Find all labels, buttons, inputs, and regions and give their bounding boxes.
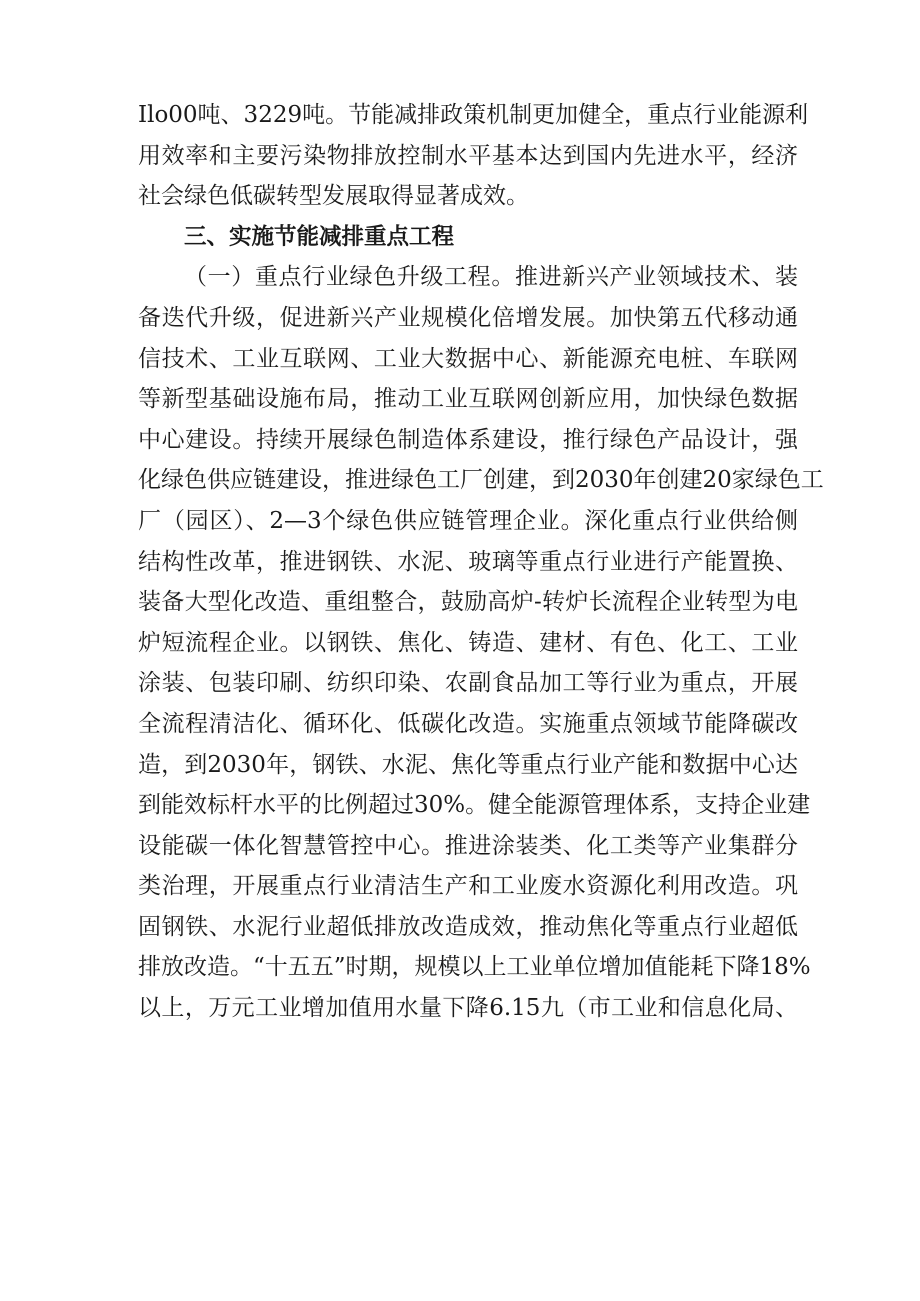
text-line: 到能效标杆水平的比例超过30%。健全能源管理体系，支持企业建	[138, 792, 811, 819]
text-line: 固钢铁、水泥行业超低排放改造成效，推动焦化等重点行业超低	[138, 913, 798, 940]
text-line: 装备大型化改造、重组整合，鼓励高炉-转炉长流程企业转型为电	[138, 589, 798, 616]
text-line: 结构性改革，推进钢铁、水泥、玻璃等重点行业进行产能置换、	[138, 548, 798, 575]
text-line: 化绿色供应链建设，推进绿色工厂创建，到2030年创建20家绿色工	[138, 467, 824, 494]
text-line: 涂装、包装印刷、纺织印染、农副食品加工等行业为重点，开展	[138, 670, 798, 697]
text-line: 用效率和主要污染物排放控制水平基本达到国内先进水平，经济	[138, 142, 798, 169]
text-line: 排放改造。“十五五”时期，规模以上工业单位增加值能耗下降18%	[138, 954, 811, 981]
text-line: （一）重点行业绿色升级工程。推进新兴产业领域技术、装	[184, 264, 798, 291]
paragraph-continuation	[138, 95, 809, 217]
text-line: 以上，万元工业增加值用水量下降6.15九（市工业和信息化局、	[138, 995, 798, 1022]
text-line: 设能碳一体化智慧管控中心。推进涂装类、化工类等产业集群分	[138, 832, 798, 859]
text-line: 中心建设。持续开展绿色制造体系建设，推行绿色产品设计，强	[138, 426, 798, 453]
text-line: 全流程清洁化、循环化、低碳化改造。实施重点领域节能降碳改	[138, 710, 798, 737]
paragraph-main	[138, 257, 824, 1028]
text-line: 厂（园区）、2—3个绿色供应链管理企业。深化重点行业供给侧	[138, 507, 798, 534]
text-line: 信技术、工业互联网、工业大数据中心、新能源充电桩、车联网	[138, 345, 798, 372]
document-body	[138, 95, 824, 1029]
text-line: 社会绿色低碳转型发展取得显著成效。	[138, 183, 529, 210]
text-line: 类治理，开展重点行业清洁生产和工业废水资源化利用改造。巩	[138, 873, 798, 900]
section-heading: 三、实施节能减排重点工程	[184, 223, 455, 250]
text-line: 炉短流程企业。以钢铁、焦化、铸造、建材、有色、化工、工业	[138, 629, 798, 656]
text-line: 备迭代升级，促进新兴产业规模化倍增发展。加快第五代移动通	[138, 304, 798, 331]
text-line: 等新型基础设施布局，推动工业互联网创新应用，加快绿色数据	[138, 386, 798, 413]
text-line: Ilo00吨、3229吨。节能减排政策机制更加健全，重点行业能源利	[138, 102, 809, 128]
text-line: 造，到2030年，钢铁、水泥、焦化等重点行业产能和数据中心达	[138, 751, 798, 778]
